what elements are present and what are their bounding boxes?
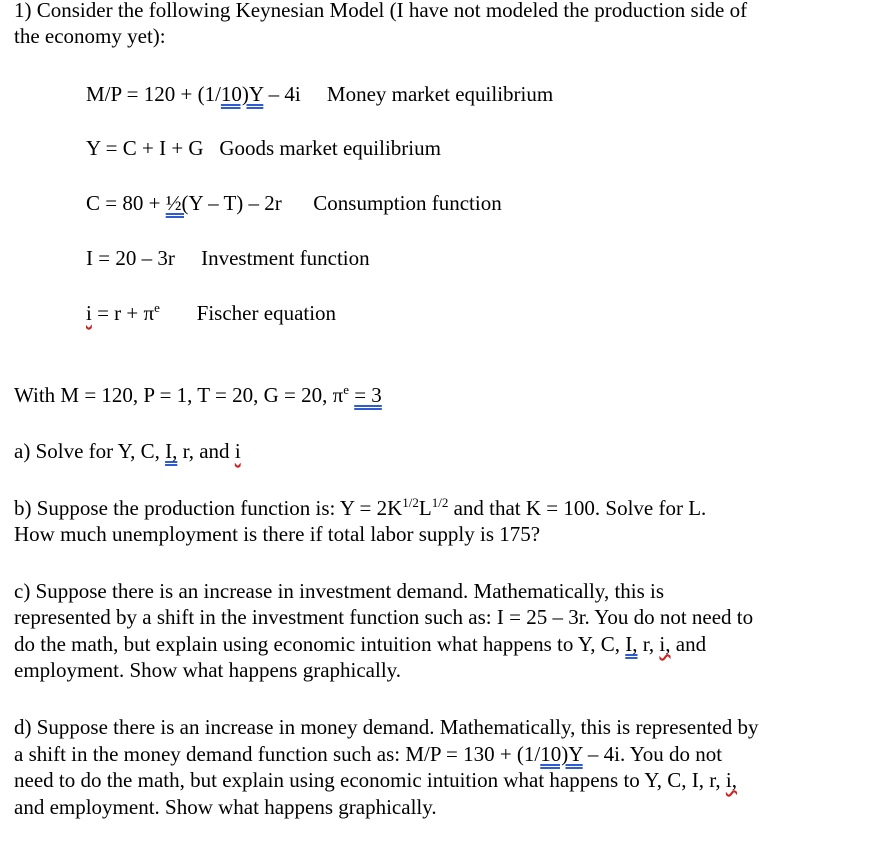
spelling-underline-mark: i [234,439,241,463]
equation-label: Investment function [201,246,370,270]
grammar-underline-mark: 10)Y [220,82,264,106]
part-d-line-4: and employment. Show what happens graphically. [14,795,437,819]
grammar-underline-mark: 10)Y [540,742,583,766]
part-d-line-1: d) Suppose there is an increase in money demand. Mathematically, this is represented by [14,715,759,739]
consumption-equation: C = 80 + ½(Y – T) – 2r Consumption function [86,191,502,215]
part-c-line-2: represented by a shift in the investment function such as: I = 25 – 3r. You do not need to [14,605,754,629]
equation-label: Money market equilibrium [326,82,554,106]
goods-market-equation: Y = C + I + G Goods market equilibrium [86,136,441,160]
part-c-line-1: c) Suppose there is an increase in investment demand. Mathematically, this is [14,579,665,603]
grammar-underline-mark: I, [625,632,638,656]
part-c-line-3: do the math, but explain using economic intuition what happens to Y, C, I, r, i, and [14,632,707,656]
part-b-line-1: b) Suppose the production function is: $Y = 2K^{1/2}L^{1/2}$ and that K = 100. Solve for L. [14,495,707,520]
part-b-line-2: How much unemployment is there if total labor supply is 175? [14,522,541,546]
grammar-underline-mark: ½( [165,191,189,215]
equation-label: Fischer equation [196,301,337,325]
question-title-line-2: the economy yet): [14,24,166,48]
part-d-line-2: a shift in the money demand function such as: M/P = 130 + (1/10)Y – 4i. You do not [14,742,723,766]
part-d-line-3: need to do the math, but explain using economic intuition what happens to Y, C, I, r, i, [14,768,737,792]
spelling-underline-mark: i [86,301,92,325]
part-c-line-4: employment. Show what happens graphically. [14,658,402,682]
question-title-line-1: 1) Consider the following Keynesian Model (I have not modeled the production side of [14,0,748,22]
equation-label: Consumption function [313,191,502,215]
grammar-underline-mark: I, [165,439,178,463]
money-market-equation: M/P = 120 + (1/10)Y – 4i Money market equilibrium [86,82,554,106]
part-a: a) Solve for Y, C, I, r, and i [14,439,241,463]
spelling-underline-mark: i, [725,768,737,792]
spelling-underline-mark: i, [659,632,671,656]
investment-equation: I = 20 – 3r Investment function [86,246,370,270]
equation-label: Goods market equilibrium [219,136,441,160]
grammar-underline-mark: = 3 [354,383,382,407]
fischer-equation: $i = r + \pi^e$ Fischer equation [86,300,337,325]
given-values: With M = 120, P = 1, T = 20, G = 20, $\pi^e = 3$ [14,382,382,407]
